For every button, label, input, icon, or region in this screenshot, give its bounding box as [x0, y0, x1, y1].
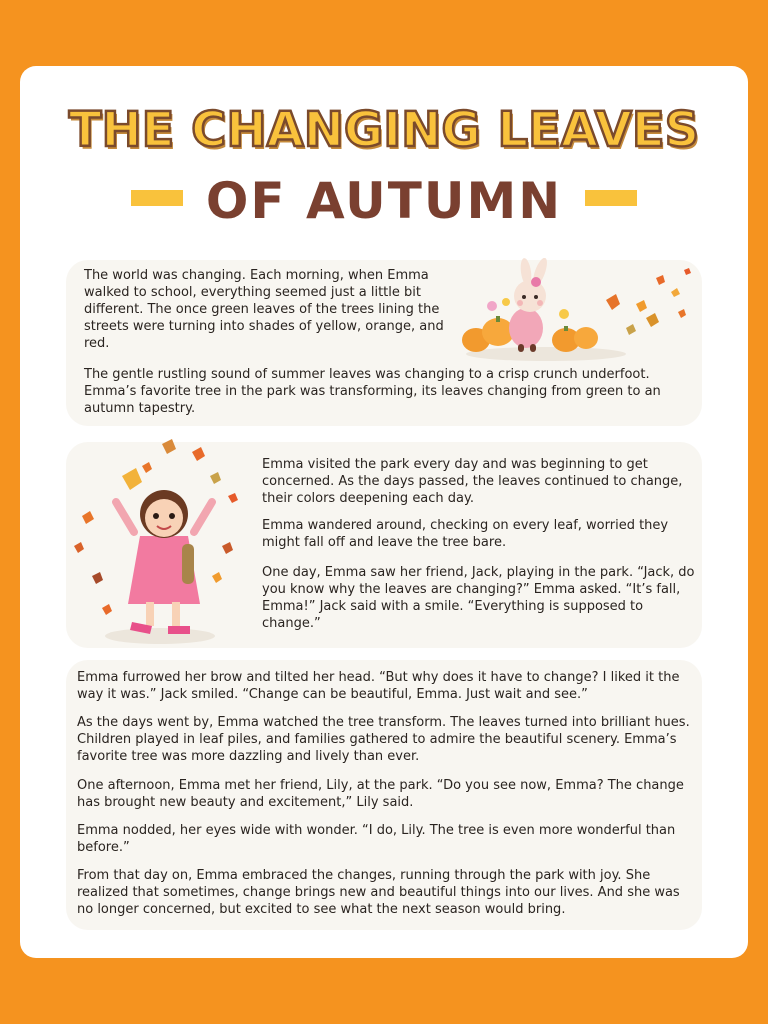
story-paragraph: The gentle rustling sound of summer leaves was changing to a crisp crunch underfoot. Emma’s favorite tree in the park was transforming, its leaves changing from green to an autumn tapestry. [84, 367, 661, 416]
story-paragraph: Emma furrowed her brow and tilted her head. “But why does it have to change? I liked it the way it was.” Jack smiled. “Change can be beautiful, Emma. Just wait and see.” [77, 670, 680, 702]
girl-throwing-leaves-illustration [62, 436, 252, 648]
story-paragraph: The world was changing. Each morning, when Emma walked to school, everything seemed just a little bit different. The once green leaves of the trees lining the streets were turning into shades of yellow, orange, and red. [84, 268, 444, 351]
falling-leaves-icon [606, 268, 691, 335]
title-dash-right [585, 190, 637, 206]
story-paragraph: From that day on, Emma embraced the changes, running through the park with joy. She realized that sometimes, change brings new and beautiful things into our lives. And she was no longer concerned, but excited to see what the next season would bring. [77, 868, 680, 917]
story-paragraph: As the days went by, Emma watched the tree transform. The leaves turned into brilliant hues. Children played in leaf piles, and families gathered to admire the beautiful scenery. Emma’s favorite tree was more dazzling and lively than ever. [77, 715, 690, 764]
girl-icon [116, 490, 212, 634]
story-paragraph: One day, Emma saw her friend, Jack, playing in the park. “Jack, do you know why the leaves are changing?” Emma asked. “It’s fall, Emma!” Jack said with a smile. “Everything is supposed to change.” [262, 565, 695, 631]
story-paragraph: One afternoon, Emma met her friend, Lily, at the park. “Do you see now, Emma? The change has brought new beauty and excitement,” Lily said. [77, 778, 684, 810]
title-line-1: THE CHANGING LEAVES [68, 102, 700, 158]
story-paragraph: Emma nodded, her eyes wide with wonder. “I do, Lily. The tree is even more wonderful than before.” [77, 823, 676, 855]
bunny-pumpkin-illustration [456, 258, 694, 366]
title-line-2: OF AUTUMN [205, 172, 563, 230]
story-paragraph: Emma wandered around, checking on every leaf, worried they might fall off and leave the tree bare. [262, 518, 669, 550]
bunny-icon [509, 258, 550, 352]
story-paragraph: Emma visited the park every day and was beginning to get concerned. As the days passed, the leaves continued to change, their colors deepening each day. [262, 457, 683, 506]
